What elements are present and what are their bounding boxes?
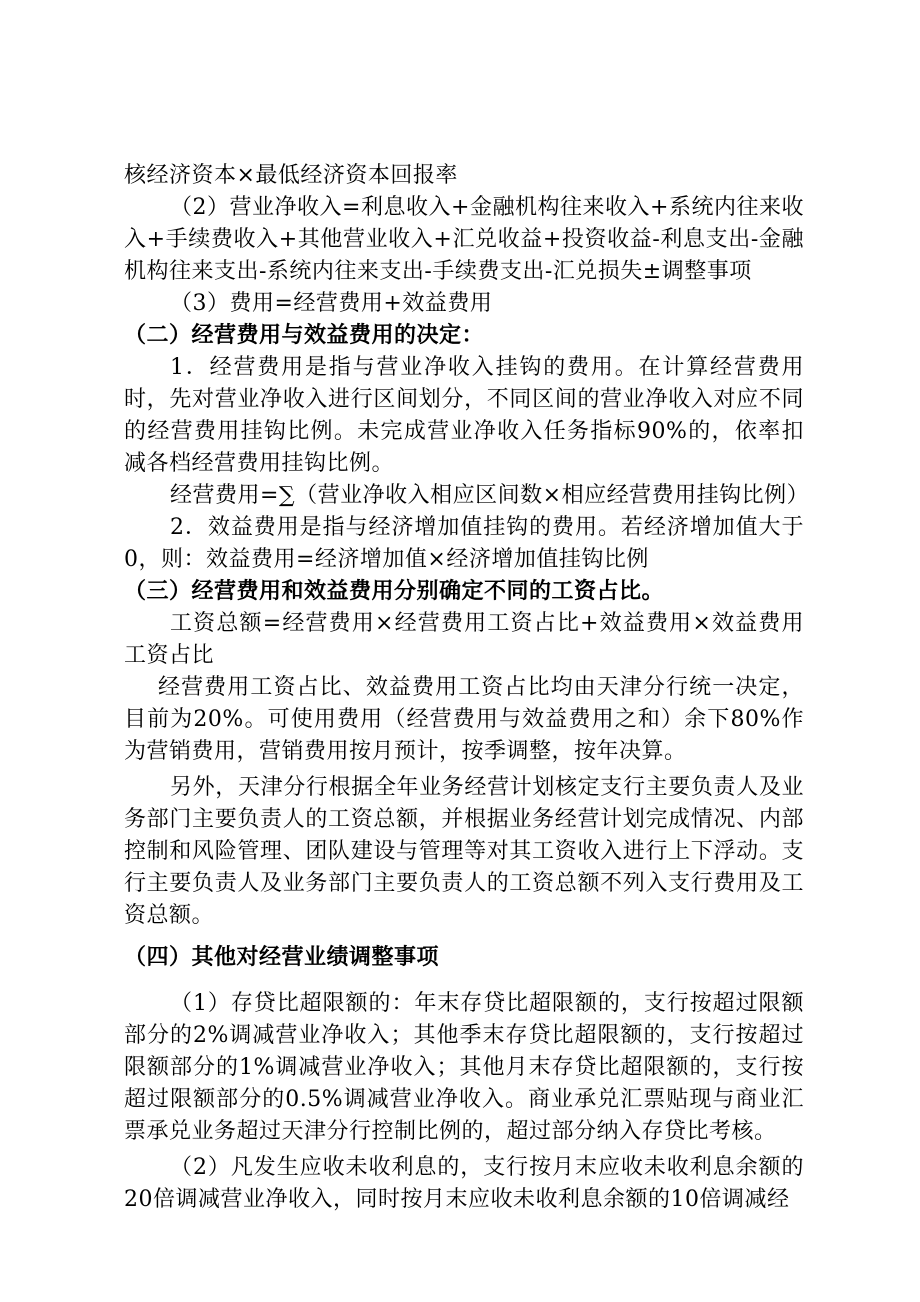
paragraph-operating-expense: 1．经营费用是指与营业净收入挂钩的费用。在计算经营费用时，先对营业净收入进行区间划分，不同区间的营业净收入对应不同的经营费用挂钩比例。未完成营业净收入任务指标90%的，依率扣减各档经营费用挂钩比例。 [124,355,804,476]
paragraph-loan-deposit-ratio: （1）存贷比超限额的：年末存贷比超限额的，支行按超过限额部分的2%调减营业净收入；其他季末存贷比超限额的，支行按超过限额部分的1%调减营业净收入；其他月末存贷比超限额的，支行按超过限额部分的0.5%调减营业净收入。商业承兑汇票贴现与商业汇票承兑业务超过天津分行控制比例的，超过部分纳入存贷比考核。 [124,991,804,1144]
section-heading-3: （三）经营费用和效益费用分别确定不同的工资占比。 [124,579,665,604]
paragraph-total-salary-formula: 工资总额=经营费用×经营费用工资占比+效益费用×效益费用工资占比 [124,611,804,668]
section-heading-4: （四）其他对经营业绩调整事项 [124,945,440,970]
paragraph-uncollected-interest: （2）凡发生应收未收利息的，支行按月末应收未收利息余额的20倍调减营业净收入，同时按月末应收未收利息余额的10倍调减经 [124,1155,804,1212]
paragraph-expense-formula: （3）费用=经营费用+效益费用 [170,291,493,316]
paragraph-additional-salary: 另外，天津分行根据全年业务经营计划核定支行主要负责人及业务部门主要负责人的工资总额，并根据业务经营计划完成情况、内部控制和风险管理、团队建设与管理等对其工资收入进行上下浮动。支行主要负责人及业务部门主要负责人的工资总额不列入支行费用及工资总额。 [124,775,804,928]
paragraph-operating-expense-formula: 经营费用=∑（营业净收入相应区间数×相应经营费用挂钩比例） [170,483,810,508]
document-body [124,160,810,1216]
paragraph-net-revenue-formula: （2）营业净收入=利息收入+金融机构往来收入+系统内往来收入+手续费收入+其他营业收入+汇兑收益+投资收益-利息支出-金融机构往来支出-系统内往来支出-手续费支出-汇兑损失±调整事项 [124,195,804,284]
paragraph-formula-continuation: 核经济资本×最低经济资本回报率 [124,163,458,188]
paragraph-salary-ratio: 经营费用工资占比、效益费用工资占比均由天津分行统一决定，目前为20%。可使用费用（经营费用与效益费用之和）余下80%作为营销费用，营销费用按月预计，按季调整，按年决算。 [124,675,804,764]
section-heading-2: （二）经营费用与效益费用的决定： [124,323,485,348]
paragraph-benefit-expense: 2．效益费用是指与经济增加值挂钩的费用。若经济增加值大于0，则：效益费用=经济增加值×经济增加值挂钩比例 [124,515,804,572]
